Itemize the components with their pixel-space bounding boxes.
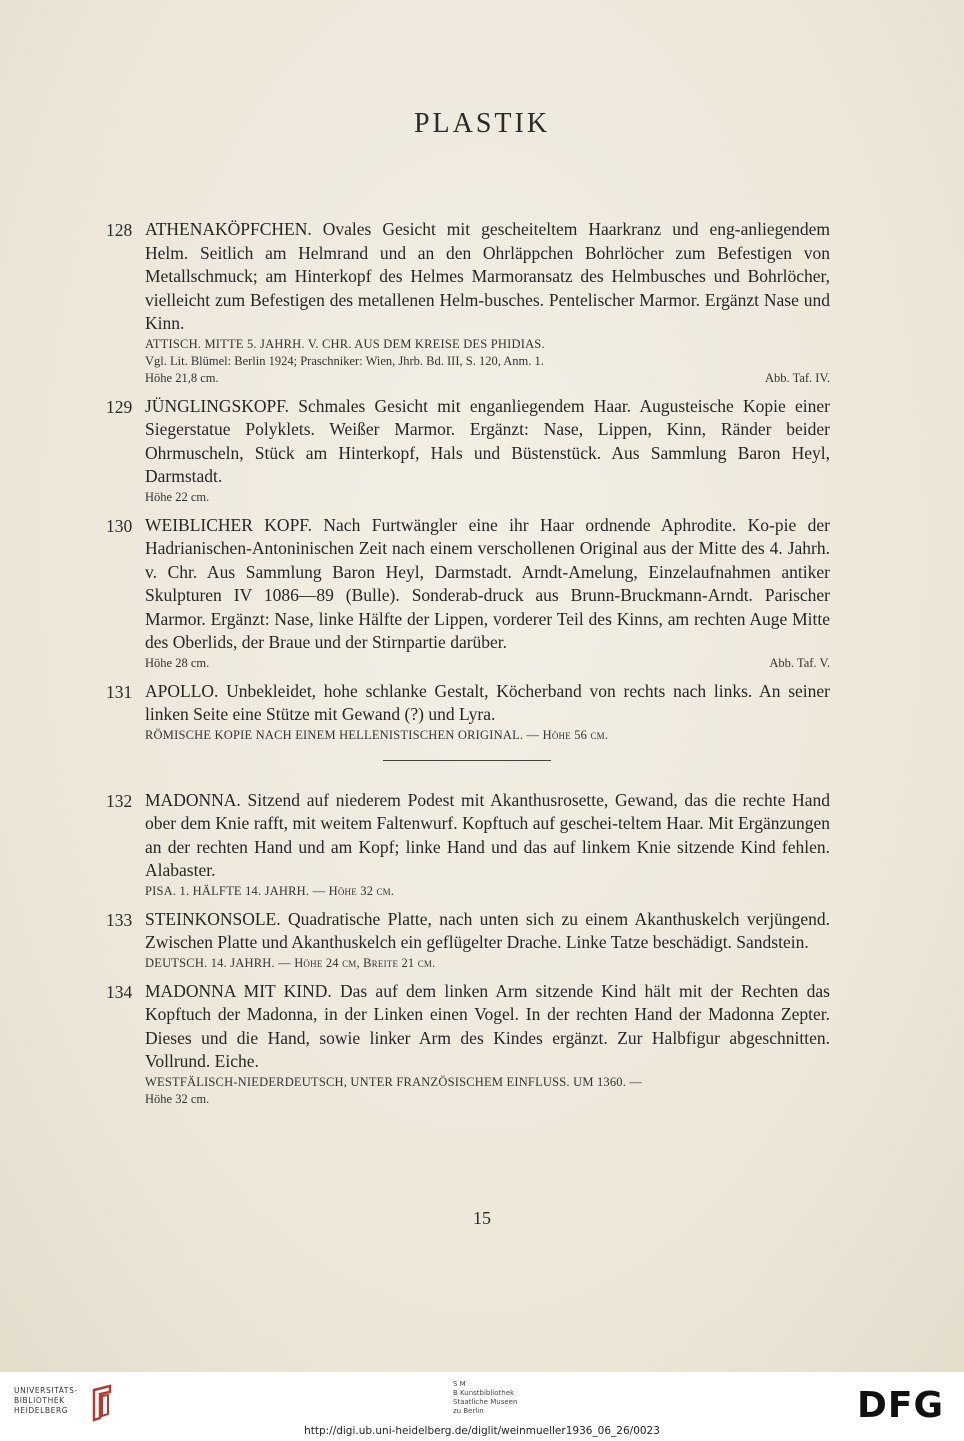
entry-description: JÜNGLINGSKOPF. Schmales Gesicht mit enganliegendem Haar. Augusteische Kopie einer Siegerstatue Polyklets. Weißer Marmor. Ergänzt: Nase, Lippen, Kinn, Ränder beider Ohrmuscheln, Stück am Hinterkopf, Hals und Büstenstück. Aus Sammlung Baron Heyl, Darmstadt. [145,395,830,486]
entry-number: 130 [106,515,133,536]
entry-description: WEIBLICHER KOPF. Nach Furtwängler eine ihr Haar ordnende Aphrodite. Ko-pie der Hadrianischen-Antoninischen Zeit nach einem verschollenen Original aus der Mitte des 4. Jahrh. v. Chr. Aus Sammlung Baron Heyl, Darmstadt. Arndt-Amelung, Einzelaufnahmen antiker Skulpturen IV 1086—89 (Bulle). Sonderab-druck aus Brunn-Bruckmann-Arndt. Parischer Marmor. Ergänzt: Nase, linke Hälfte der Lippen, vorderer Teil des Kinns, am rechten Auge Mitte des Oberlids, der Braue und der Stirnpartie darüber. [145,514,830,652]
entry-plate: Abb. Taf. V. [769,655,830,670]
entry-plate: Abb. Taf. IV. [765,370,830,385]
entry-size: Höhe 32 cm. [145,1091,210,1106]
entry-origin: ATTISCH. MITTE 5. JAHRH. V. CHR. AUS DEM KREISE DES PHIDIAS. [145,336,545,351]
entry-description: APOLLO. Unbekleidet, hohe schlanke Gestalt, Köcherband von rechts nach links. An seiner linken Seite eine Stütze mit Gewand (?) und Lyra. [145,680,830,724]
entry-description: MADONNA. Sitzend auf niederem Podest mit Akanthusrosette, Gewand, das die rechte Hand ober dem Knie rafft, mit weitem Faltenwurf. Kopftuch auf geschei-teltem Haar. Mit Ergänzungen an der rechten Hand und am Kopf; linke Hand und das auf linkem Knie sitzende Kind fehlen. Alabaster. [145,789,830,880]
entry-origin: PISA. 1. HÄLFTE 14. JAHRH. — Höhe 32 cm. [145,883,395,898]
catalog-entry-130 [106,514,830,672]
catalog-entry-133 [106,908,830,972]
entry-number: 133 [106,909,133,930]
entry-size-row [145,655,830,672]
entry-description: ATHENAKÖPFCHEN. Ovales Gesicht mit gescheiteltem Haarkranz und eng-anliegendem Helm. Seitlich am Helmrand und an den Ohrläppchen Bohrlöcher zum Befestigen von Metallschmuck; am Hinterkopf des Helmes Marmoransatz des Helmbusches und Bohrlöcher, vielleicht zum Befestigen des metallenen Helm-busches. Pentelischer Marmor. Ergänzt Nase und Kinn. [145,219,830,333]
university-library-logo[interactable]: UNIVERSITÄTS- BIBLIOTHEK HEIDELBERG [14,1386,78,1415]
entry-size: Höhe 22 cm. [145,489,210,504]
entry-number: 132 [106,790,133,811]
entry-origin: DEUTSCH. 14. JAHRH. — Höhe 24 cm, Breite 21 cm. [145,955,436,970]
catalog-entry-129 [106,395,830,506]
catalog-entry-134 [106,980,830,1108]
catalog-entry-131 [106,680,830,744]
entry-size: Höhe 21,8 cm. [145,370,219,385]
library-emblem-icon [90,1384,114,1424]
page-number: 15 [473,1208,491,1228]
entry-number: 128 [106,220,133,240]
digitization-footer [0,1372,964,1441]
staatliche-museen-logo[interactable]: S M B Kunstbibliothek Staatliche Museen zu Berlin [453,1380,518,1415]
catalog-entry-132 [106,789,830,900]
dfg-logo[interactable]: DFG [857,1385,945,1426]
catalog-entries [106,218,830,1116]
entry-number: 129 [106,396,133,417]
source-url-link[interactable]: http://digi.ub.uni-heidelberg.de/diglit/weinmueller1936_06_26/0023 [304,1425,660,1437]
entry-number: 131 [106,681,133,702]
section-divider [383,760,551,761]
entry-size: Höhe 28 cm. [145,655,210,670]
entry-description: MADONNA MIT KIND. Das auf dem linken Arm sitzende Kind hält mit der Rechten das Kopftuch der Madonna, in der Linken einen Vogel. In der rechten Hand der Madonna Zepter. Dieses und die Hand, sowie linker Arm des Kindes ergänzt. Zur Halbfigur abgeschnitten. Vollrund. Eiche. [145,980,830,1071]
entry-reference: Vgl. Lit. Blümel: Berlin 1924; Praschniker: Wien, Jhrb. Bd. III, S. 120, Anm. 1. [145,353,544,368]
page-heading: PLASTIK [413,108,551,139]
entry-origin: WESTFÄLISCH-NIEDERDEUTSCH, UNTER FRANZÖSISCHEM EINFLUSS. UM 1360. — [145,1074,643,1089]
entry-number: 134 [106,981,133,1002]
entry-description: STEINKONSOLE. Quadratische Platte, nach unten sich zu einem Akanthuskelch verjüngend. Zwischen Platte und Akanthuskelch ein geflügelter Drache. Linke Tatze beschädigt. Sandstein. [145,908,830,952]
catalog-entry-128 [106,218,830,387]
entry-origin: RÖMISCHE KOPIE NACH EINEM HELLENISTISCHEN ORIGINAL. — Höhe 56 cm. [145,727,609,742]
entry-size-row [145,370,830,387]
